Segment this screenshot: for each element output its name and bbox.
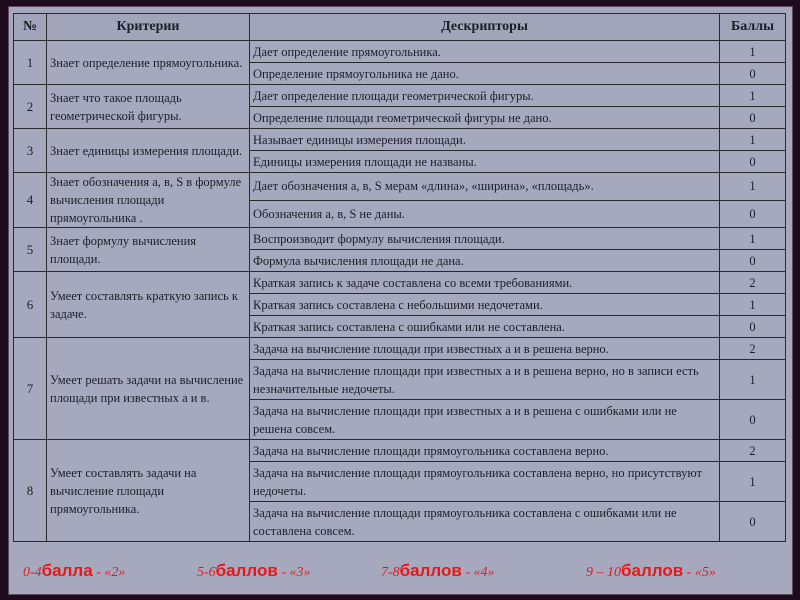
descriptor-cell: Формула вычисления площади не дана. (250, 250, 720, 272)
descriptor-cell: Обозначения а, в, S не даны. (250, 200, 720, 228)
score-cell: 1 (720, 228, 786, 250)
descriptor-cell: Дает определение площади геометрической фигуры. (250, 85, 720, 107)
descriptor-cell: Краткая запись к задаче составлена со всеми требованиями. (250, 272, 720, 294)
grade-rule (23, 559, 125, 585)
score-cell: 1 (720, 129, 786, 151)
criterion-cell: Умеет составлять краткую запись к задаче. (47, 272, 250, 338)
grade-word: баллов (399, 561, 462, 580)
descriptor-cell: Воспроизводит формулу вычисления площади. (250, 228, 720, 250)
score-cell: 0 (720, 107, 786, 129)
grade-range: 9 – 10 (586, 565, 621, 580)
row-number: 3 (14, 129, 47, 173)
score-cell: 1 (720, 85, 786, 107)
criterion-cell: Умеет составлять задачи на вычисление площади прямоугольника. (47, 440, 250, 542)
score-cell: 0 (720, 316, 786, 338)
criterion-cell: Знает единицы измерения площади. (47, 129, 250, 173)
descriptor-cell: Краткая запись составлена с небольшими недочетами. (250, 294, 720, 316)
descriptor-cell: Краткая запись составлена с ошибками или не составлена. (250, 316, 720, 338)
criterion-cell: Знает формулу вычисления площади. (47, 228, 250, 272)
descriptor-cell: Задача на вычисление площади прямоугольника составлена верно, но присутствуют недочеты. (250, 462, 720, 502)
score-cell: 1 (720, 173, 786, 201)
score-cell: 0 (720, 502, 786, 542)
row-number: 1 (14, 41, 47, 85)
descriptor-cell: Определение прямоугольника не дано. (250, 63, 720, 85)
grade-range: 5-6 (197, 565, 216, 580)
header-descriptors: Дескрипторы (250, 14, 720, 41)
descriptor-cell: Дает обозначения а, в, S мерам «длина», «ширина», «площадь». (250, 173, 720, 201)
score-cell: 0 (720, 63, 786, 85)
grade-word: балла (41, 561, 93, 580)
score-cell: 1 (720, 360, 786, 400)
row-number: 6 (14, 272, 47, 338)
table-row (14, 338, 786, 360)
score-cell: 0 (720, 151, 786, 173)
table-row (14, 440, 786, 462)
criterion-cell: Знает обозначения а, в, S в формуле вычисления площади прямоугольника . (47, 173, 250, 228)
row-number: 5 (14, 228, 47, 272)
descriptor-cell: Дает определение прямоугольника. (250, 41, 720, 63)
table-header-row (14, 14, 786, 41)
descriptor-cell: Задача на вычисление площади при известных а и в решена с ошибками или не решена совсем. (250, 400, 720, 440)
criterion-cell: Умеет решать задачи на вычисление площади при известных а и в. (47, 338, 250, 440)
descriptor-cell: Определение площади геометрической фигуры не дано. (250, 107, 720, 129)
score-cell: 2 (720, 440, 786, 462)
descriptor-cell: Задача на вычисление площади при известных а и в решена верно, но в записи есть незначительные недочеты. (250, 360, 720, 400)
descriptor-cell: Задача на вычисление площади прямоугольника составлена с ошибками или не составлена совсем. (250, 502, 720, 542)
score-cell: 1 (720, 41, 786, 63)
grade-grade: - «5» (683, 565, 716, 580)
score-cell: 0 (720, 250, 786, 272)
criterion-cell: Знает что такое площадь геометрической фигуры. (47, 85, 250, 129)
descriptor-cell: Единицы измерения площади не названы. (250, 151, 720, 173)
grade-rule (586, 559, 716, 585)
grade-word: баллов (215, 561, 278, 580)
row-number: 7 (14, 338, 47, 440)
header-points: Баллы (720, 14, 786, 41)
row-number: 4 (14, 173, 47, 228)
grading-scale (9, 559, 792, 585)
grade-word: баллов (621, 561, 684, 580)
grade-range: 0-4 (23, 565, 42, 580)
grade-rule (197, 559, 311, 585)
descriptor-cell: Задача на вычисление площади прямоугольника составлена верно. (250, 440, 720, 462)
descriptor-cell: Задача на вычисление площади при известных а и в решена верно. (250, 338, 720, 360)
row-number: 2 (14, 85, 47, 129)
header-num: № (14, 14, 47, 41)
header-criteria: Критерии (47, 14, 250, 41)
score-cell: 2 (720, 272, 786, 294)
row-number: 8 (14, 440, 47, 542)
descriptor-cell: Называет единицы измерения площади. (250, 129, 720, 151)
table-row (14, 228, 786, 250)
table-row (14, 41, 786, 63)
table-row (14, 129, 786, 151)
criterion-cell: Знает определение прямоугольника. (47, 41, 250, 85)
grade-grade: - «2» (92, 565, 126, 580)
grade-grade: - «4» (461, 565, 495, 580)
grade-grade: - «3» (277, 565, 311, 580)
table-row (14, 272, 786, 294)
assessment-table (13, 13, 786, 542)
table-row (14, 85, 786, 107)
score-cell: 0 (720, 400, 786, 440)
table-row (14, 173, 786, 201)
score-cell: 0 (720, 200, 786, 228)
slide (8, 6, 793, 595)
grade-rule (381, 559, 495, 585)
score-cell: 1 (720, 294, 786, 316)
score-cell: 1 (720, 462, 786, 502)
score-cell: 2 (720, 338, 786, 360)
grade-range: 7-8 (381, 565, 400, 580)
